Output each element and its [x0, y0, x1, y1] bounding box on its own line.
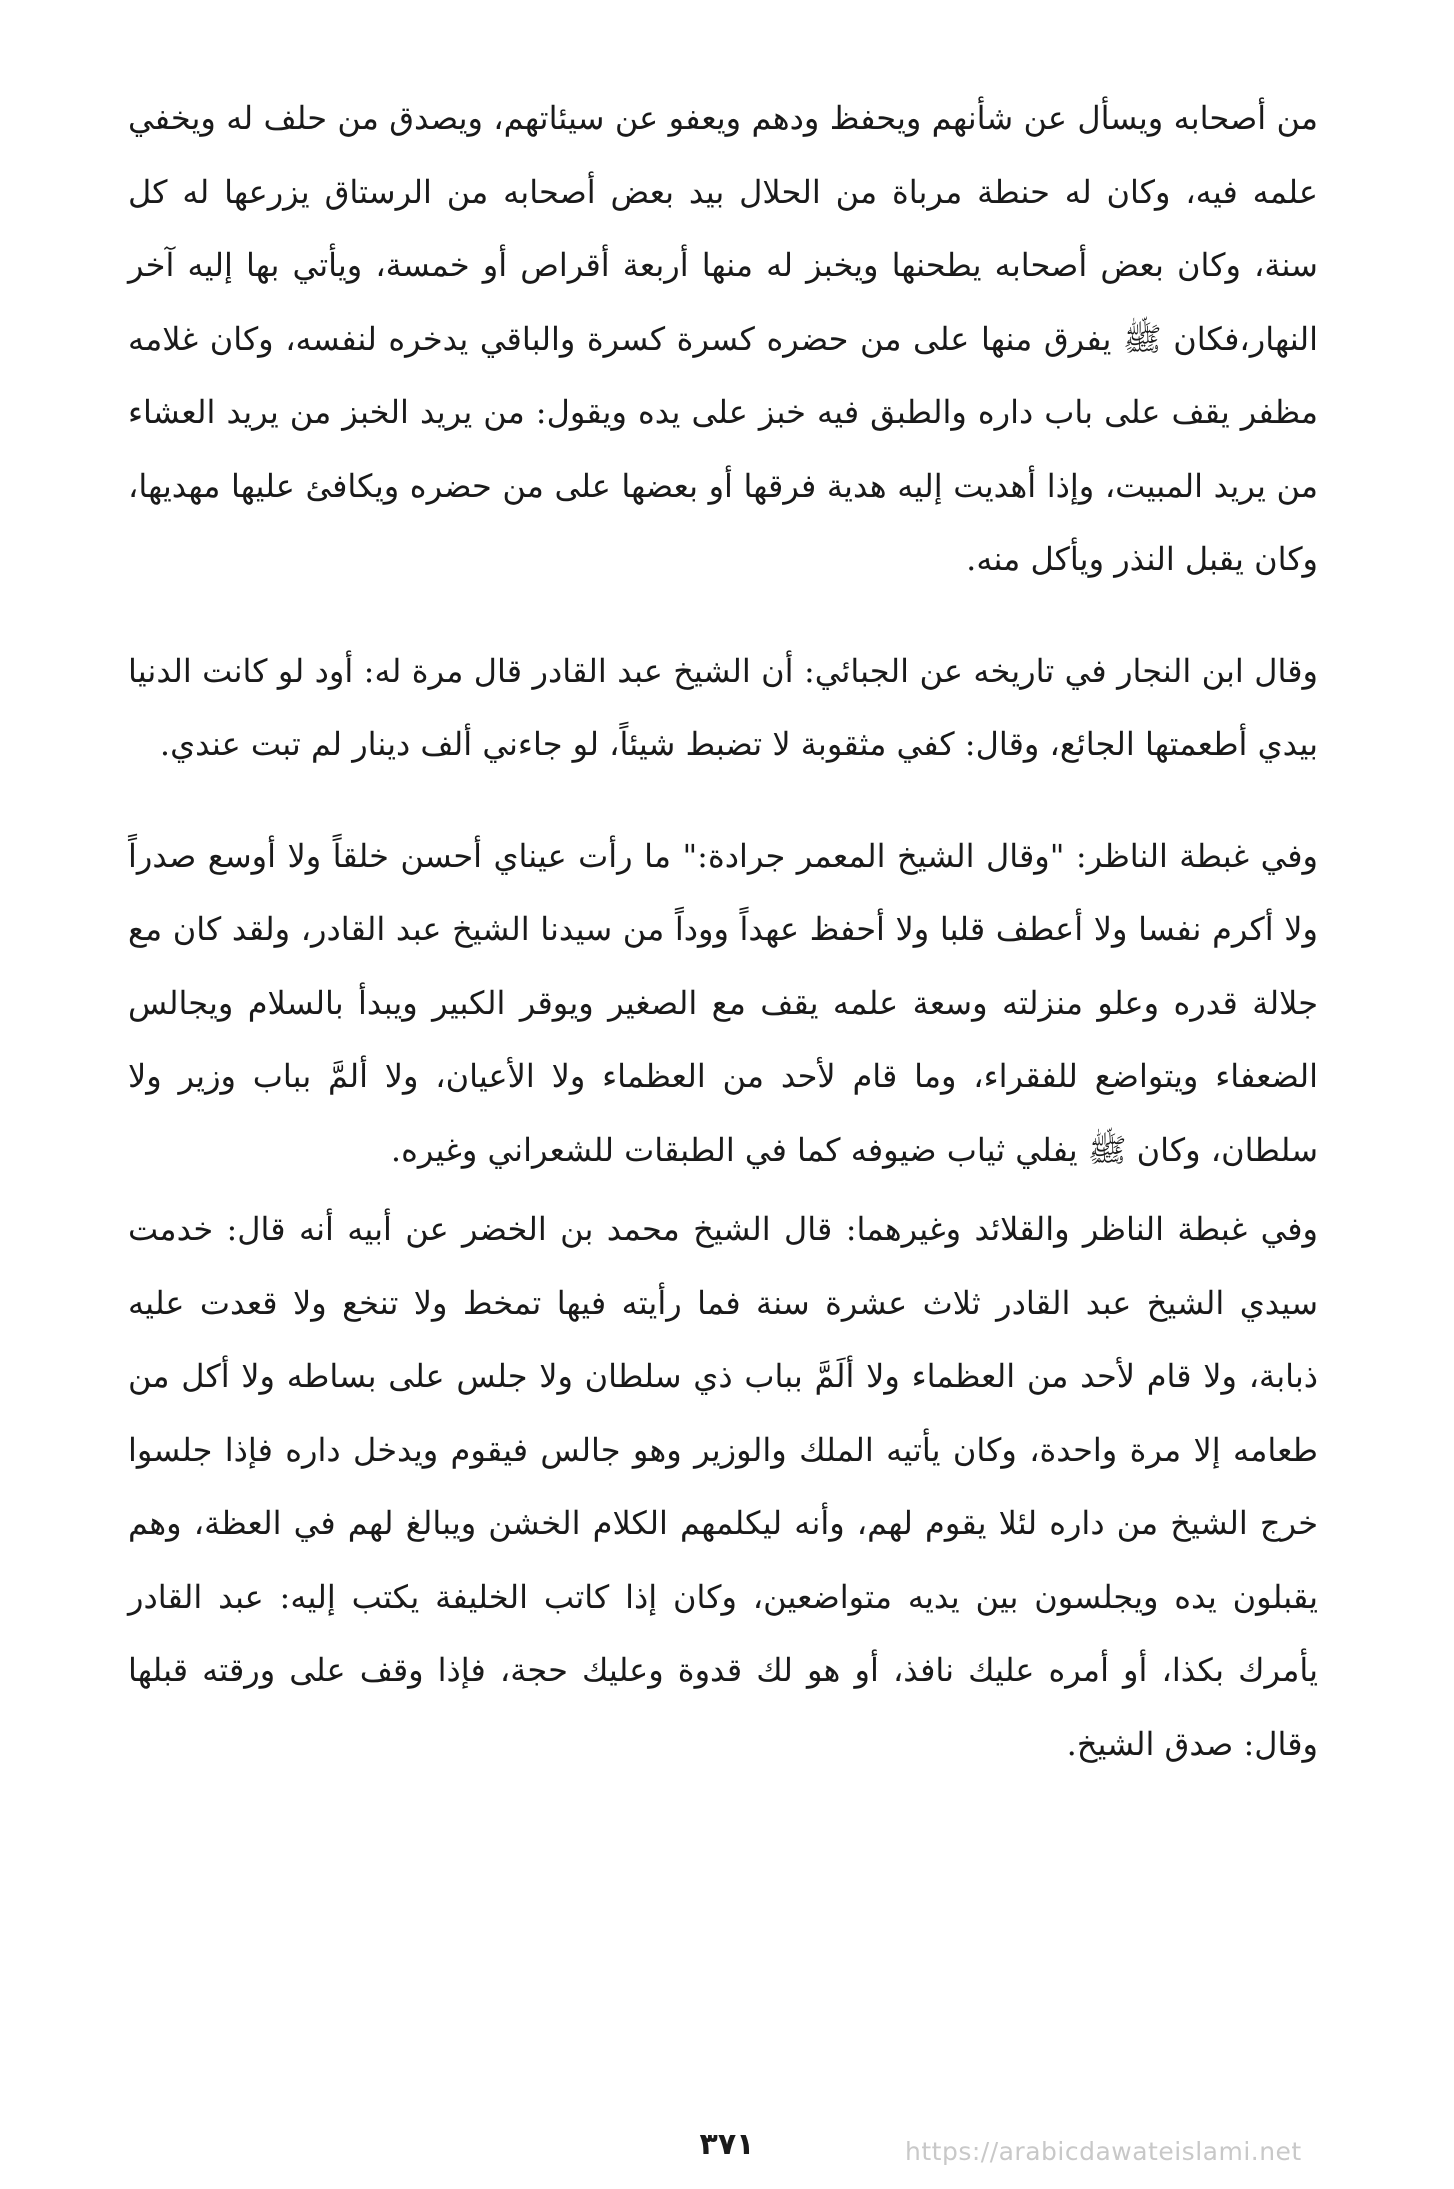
source-url[interactable]: https://arabicdawateislami.net [905, 2137, 1302, 2166]
paragraph-4: وفي غبطة الناظر والقلائد وغيرهما: قال الشيخ محمد بن الخضر عن أبيه أنه قال: خدمت سيدي الشيخ عبد القادر ثلاث عشرة سنة فما رأيته فيها تمخط ولا تنخع ولا قعدت عليه ذبابة، ولا قام لأحد من العظماء ولا ألَمَّ بباب ذي سلطان ولا جلس على بساطه ولا أكل من طعامه إلا مرة واحدة، وكان يأتيه الملك والوزير وهو جالس فيقوم ويدخل داره فإذا جلسوا خرج الشيخ من داره لئلا يقوم لهم، وأنه ليكلمهم الكلام الخشن ويبالغ لهم في العظة، وهم يقبلون يده ويجلسون بين يديه متواضعين، وكان إذا كاتب الخليفة يكتب إليه: عبد القادر يأمرك بكذا، أو أمره عليك نافذ، أو هو لك قدوة وعليك حجة، فإذا وقف على ورقته قبلها وقال: صدق الشيخ. [128, 1210, 1319, 1763]
paragraph-2: وقال ابن النجار في تاريخه عن الجبائي: أن الشيخ عبد القادر قال مرة له: أود لو كانت الدنيا بيدي أطعمتها الجائع، وقال: كفي مثقوبة لا تضبط شيئاً، لو جاءني ألف دينار لم تبت عندي. [128, 651, 1319, 763]
paragraph-1: من أصحابه ويسأل عن شأنهم ويحفظ ودهم ويعفو عن سيئاتهم، ويصدق من حلف له ويخفي علمه فيه، وكان له حنطة مرباة من الحلال بيد بعض أصحابه من الرستاق يزرعها له كل سنة، وكان بعض أصحابه يطحنها ويخبز له منها أربعة أقراص أو خمسة، ويأتي بها إليه آخر النهار،فكان ﷺ يفرق منها على من حضره كسرة كسرة والباقي يدخره لنفسه، وكان غلامه مظفر يقف على باب داره والطبق فيه خبز على يده ويقول: من يريد الخبز من يريد العشاء من يريد المبيت، وإذا أهديت إليه هدية فرقها أو بعضها على من حضره ويكافئ عليها مهديها، وكان يقبل النذر ويأكل منه. [128, 99, 1319, 578]
page-number: ٣٧١ [699, 2127, 755, 2162]
page-body [128, 82, 1318, 1781]
paragraph-3: وفي غبطة الناظر: "وقال الشيخ المعمر جرادة:" ما رأت عيناي أحسن خلقاً ولا أوسع صدراً ولا أكرم نفسا ولا أعطف قلبا ولا أحفظ عهداً ووداً من سيدنا الشيخ عبد القادر، ولقد كان مع جلالة قدره وعلو منزلته وسعة علمه يقف مع الصغير ويوقر الكبير ويبدأ بالسلام ويجالس الضعفاء ويتواضع للفقراء، وما قام لأحد من العظماء ولا الأعيان، ولا ألمَّ بباب وزير ولا سلطان، وكان ﷺ يفلي ثياب ضيوفه كما في الطبقات للشعراني وغيره. [128, 836, 1318, 1169]
